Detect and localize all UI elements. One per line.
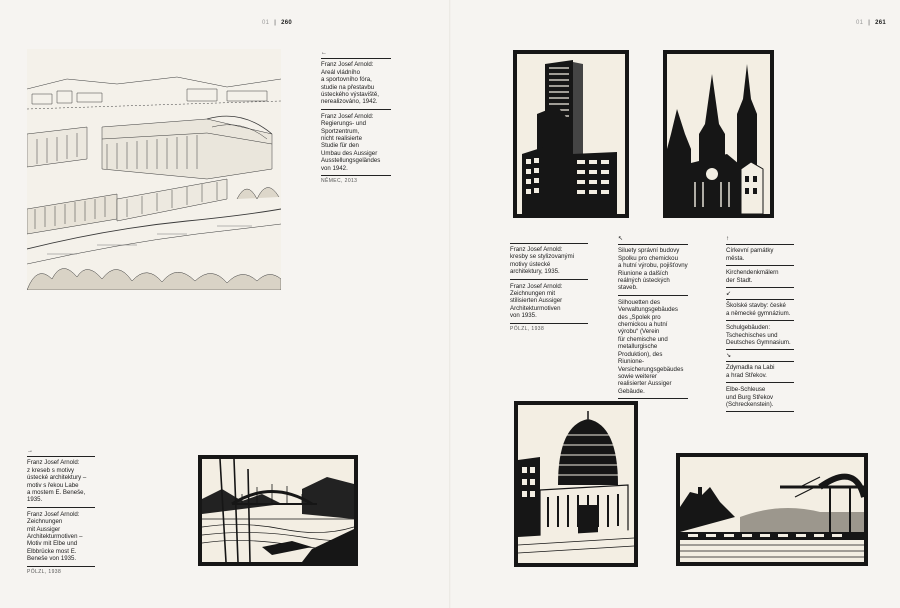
- down-left-arrow-icon: ↙: [726, 291, 794, 300]
- caption-church-monuments: [726, 236, 794, 290]
- caption-czech: Školské stavby: české a německé gymnázium.: [726, 302, 794, 321]
- right-page-number: 261: [875, 20, 887, 26]
- caption-source: NĚMEC, 2013: [321, 178, 358, 185]
- up-arrow-icon: ↑: [726, 236, 794, 245]
- aerial-sketch-illustration: [27, 49, 281, 290]
- caption-czech: Siluety správní budovy Spolku pro chemickou a hutní výrobu, pojišťovny Riunione a dalších reálných ústeckých staveb.: [618, 247, 688, 295]
- gymnasium-illustration: [514, 401, 638, 567]
- caption-german: Schulgebäuden: Tschechisches und Deutsches Gymnasium.: [726, 324, 794, 350]
- caption-source: PÖLZL, 1938: [510, 325, 545, 332]
- spine-gutter: [449, 0, 451, 608]
- caption-czech: Zdymadla na Labi a hrad Střekov.: [726, 364, 794, 383]
- caption-german: Franz Josef Arnold: Zeichnungen mit stilisierten Aussiger Architekturmotiven von 1935.: [510, 283, 588, 324]
- churches-drawing: [667, 54, 770, 214]
- caption-locks-castle: [726, 353, 794, 414]
- right-folio: [856, 20, 886, 26]
- caption-czech: Církevní památky města.: [726, 247, 794, 266]
- right-folio-separator: |: [868, 20, 871, 26]
- churches-illustration: [663, 50, 774, 218]
- down-right-arrow-icon: ↘: [726, 353, 794, 362]
- caption-german: Franz Josef Arnold: Regierungs- und Sportzentrum, nicht realisierte Studie für den Umbau des Aussiger Ausstellungsgeländes von 1942.: [321, 113, 391, 176]
- locks-castle-drawing: [680, 457, 864, 562]
- locks-castle-illustration: [676, 453, 868, 566]
- gymnasium-drawing: [518, 405, 634, 563]
- caption-czech: Franz Josef Arnold: Areál vládního a sportovního fóra, studie na přestavbu ústeckého výstaviště, nerealizováno, 1942.: [321, 61, 391, 109]
- caption-german: Kirchendenkmälern der Stadt.: [726, 269, 794, 288]
- caption-source: PÖLZL, 1938: [27, 568, 62, 575]
- caption-czech: Franz Josef Arnold: z kreseb s motivy ústecké architektury – motiv s řekou Labe a mostem E. Beneše, 1935.: [27, 459, 95, 507]
- river-bridge-illustration: [198, 455, 358, 566]
- caption-german: Elbe-Schleuse und Burg Střekov (Schreckenstein).: [726, 386, 794, 412]
- left-arrow-icon: ←: [321, 50, 391, 59]
- tower-buildings-drawing: [517, 54, 625, 214]
- left-section-number: 01: [262, 20, 270, 26]
- river-bridge-drawing: [202, 459, 354, 562]
- right-section-number: 01: [856, 20, 864, 26]
- left-folio: [262, 20, 292, 26]
- left-page-number: 260: [281, 20, 293, 26]
- caption-czech: Franz Josef Arnold: kresby se stylizovanými motivy ústecké architektury, 1935.: [510, 243, 588, 280]
- caption-river-bridge: [27, 448, 95, 576]
- right-arrow-icon: →: [27, 448, 95, 457]
- up-left-arrow-icon: ↖: [618, 236, 688, 245]
- caption-german: Franz Josef Arnold: Zeichnungen mit Aussiger Architekturmotiven – Motiv mit Elbe und Elbbrücke most E. Beneše von 1935.: [27, 511, 95, 567]
- caption-german: Silhouetten des Verwaltungsgebäudes des „Spolek pro chemickou a hutní výrobu“ (Verein für chemische und metallurgische Produktion), des Riunione- Versicherungsgebäudes sowie weiterer realisierter Aussiger Gebäude.: [618, 299, 688, 399]
- tower-buildings-illustration: [513, 50, 629, 218]
- aerial-sketch-drawing: [27, 49, 281, 290]
- caption-administrative-buildings: [618, 236, 688, 401]
- caption-stylized-motifs: [510, 243, 588, 333]
- caption-school-buildings: [726, 291, 794, 352]
- caption-sports-forum: [321, 50, 391, 186]
- left-folio-separator: |: [274, 20, 277, 26]
